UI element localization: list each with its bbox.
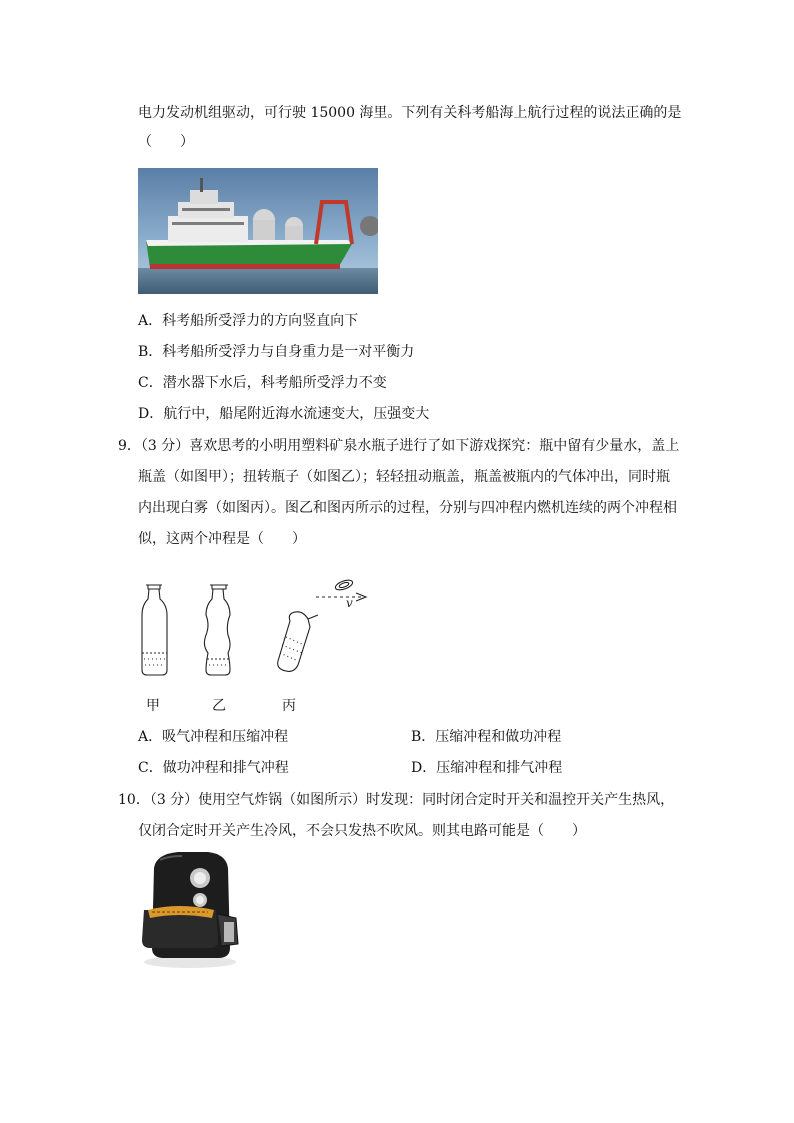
- q8-option-c[interactable]: C．潜水器下水后，科考船所受浮力不变: [138, 375, 387, 391]
- q8-stem-line: 电力发动机组驱动，可行驶 15000 海里。下列有关科考船海上航行过程的说法正确的是: [138, 105, 682, 121]
- q8-answer-blank: （ ）: [138, 134, 194, 150]
- q10-stem-line-1: 10．（3 分）使用空气炸锅（如图所示）时发现：同时闭合定时开关和温控开关产生热风，: [118, 792, 675, 808]
- figure-label-yi: 乙: [212, 698, 226, 714]
- q9-option-d[interactable]: D．压缩冲程和排气冲程: [411, 760, 563, 776]
- q9-option-b[interactable]: B．压缩冲程和做功冲程: [411, 729, 562, 745]
- q9-option-a[interactable]: A．吸气冲程和压缩冲程: [138, 729, 289, 745]
- q9-stem-line-3: 内出现白雾（如图丙）。图乙和图丙所示的过程，分别与四冲程内燃机连续的两个冲程相: [138, 500, 677, 516]
- q8-option-d[interactable]: D．航行中，船尾附近海水流速变大，压强变大: [138, 406, 430, 422]
- figure-label-bing: 丙: [282, 698, 296, 714]
- velocity-label: v: [346, 596, 353, 610]
- q8-option-b[interactable]: B．科考船所受浮力与自身重力是一对平衡力: [138, 344, 415, 360]
- q10-stem-line-2: 仅闭合定时开关产生冷风，不会只发热不吹风。则其电路可能是（ ）: [138, 823, 586, 839]
- q9-stem-line-1: 9．（3 分）喜欢思考的小明用塑料矿泉水瓶子进行了如下游戏探究：瓶中留有少量水，盖上: [118, 438, 680, 454]
- q9-stem-line-2: 瓶盖（如图甲）；扭转瓶子（如图乙）；轻轻扭动瓶盖，瓶盖被瓶内的气体冲出，同时瓶: [138, 469, 670, 485]
- bottle-jia-icon: [142, 585, 167, 675]
- research-ship-image: [138, 168, 378, 294]
- q9-stem-line-4: 似，这两个冲程是（ ）: [138, 531, 306, 547]
- bottle-bing-icon: [278, 578, 366, 671]
- figure-label-jia: 甲: [146, 698, 160, 714]
- q9-option-c[interactable]: C．做功冲程和排气冲程: [138, 760, 289, 776]
- q8-option-a[interactable]: A．科考船所受浮力的方向竖直向下: [138, 313, 359, 329]
- bottles-figure: [132, 575, 382, 690]
- bottle-yi-icon: [204, 585, 230, 675]
- air-fryer-image: [138, 848, 244, 970]
